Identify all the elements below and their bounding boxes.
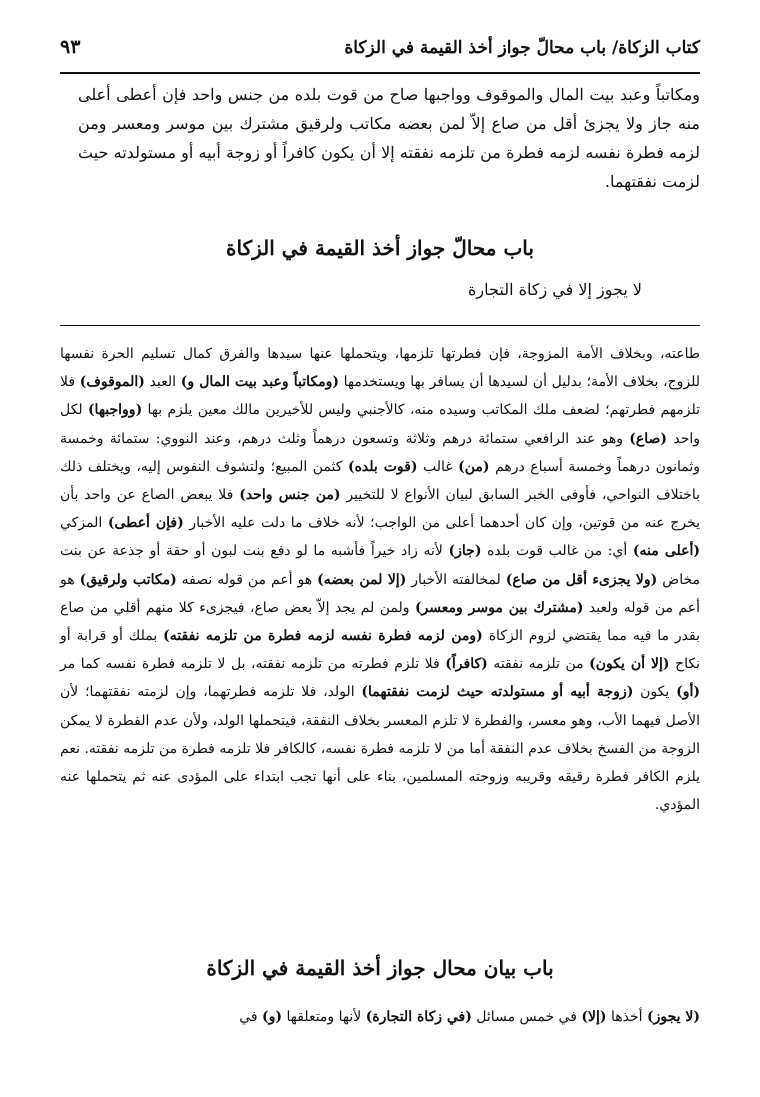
commentary-span: هو أعم من قوله نصفه bbox=[176, 571, 318, 588]
commentary-span: هو أعم من قوله ولعبد bbox=[60, 571, 700, 616]
quoted-text: (أعلى منه) bbox=[632, 543, 700, 560]
commentary-span: الولد، فلا تلزمه فطرتهما، وإن لزمته نفقتهما؛ لأن الأصل فيهما الأب، وهو معسر، والفطرة لا تلزم المعسر بخلاف النفقة، فيتحملها الولد، ولأن عدم الفطرة لا يمكن الزوجة من الفسخ بخلاف عدم النفقة أما من لا تلزمه فطرة نفسه، كالكافر فلا تلزمه فطرة من تلزمه نفقته. نعم يلزم الكافر فطرة رقيقه وقريبه وزوجته المسلمين، بناء على أنها تجب ابتداء على المؤدى عنه ثم يتحملها عنه المؤدي. bbox=[60, 684, 700, 814]
page-number: ٩٣ bbox=[60, 36, 81, 58]
quoted-text: (زوجة أبيه أو مستولدته حيث لزمت نفقتهما) bbox=[361, 684, 634, 701]
quoted-text: (في زكاة التجارة) bbox=[365, 1009, 472, 1025]
commentary-span: لمخالفته الأخبار bbox=[406, 571, 506, 588]
commentary-span: لأنها ومتعلقها bbox=[282, 1009, 366, 1025]
commentary-span: في خمس مسائل bbox=[471, 1009, 582, 1025]
quoted-text: (من) bbox=[458, 458, 490, 475]
page-header bbox=[60, 30, 700, 70]
commentary-span: فلا يبعض الصاع عن واحد بأن يخرج عنه من قوتين، وإن كان أحدهما أعلى من الواجب؛ لأنه خلاف ما دلت عليه الأخبار bbox=[60, 487, 700, 532]
commentary-span: في bbox=[239, 1009, 263, 1025]
section-heading-2: باب بيان محال جواز أخذ القيمة في الزكاة bbox=[206, 956, 554, 980]
header-rule bbox=[60, 72, 700, 74]
commentary-span: لأنه زاد خيراً فأشبه ما لو دفع بنت لبون أو حقة أو جذعة عن بنت مخاض bbox=[60, 543, 700, 588]
quoted-text: (مشترك بين موسر ومعسر) bbox=[414, 599, 584, 616]
quoted-text: (قوت بلده) bbox=[347, 458, 418, 475]
commentary-span: غالب bbox=[417, 458, 459, 475]
section2-text bbox=[60, 1003, 700, 1031]
quoted-text: (أو) bbox=[676, 684, 700, 701]
commentary-divider bbox=[60, 325, 700, 326]
commentary-span: ولمن لم يجد إلاّ بعض صاع، فيجزىء كلا منهم أقلي من صاع بقدر ما فيه مما يقتضي لزوم الزكاة bbox=[60, 599, 700, 645]
quoted-text: (إلا لمن بعضه) bbox=[317, 571, 407, 588]
commentary-span: فلا تلزمهم فطرتهم؛ لضعف ملك المكاتب وسيده منه، كالأجنبي وليس للأخيرين مالك معين يلزم بها bbox=[60, 374, 700, 419]
main-text bbox=[78, 80, 700, 196]
commentary-span: طاعته، وبخلاف الأمة المزوجة، فإن فطرتها تلزمها، ويتحملها عنها سيدها والفرق كمال تسليم الحرة نفسها للزوج، بخلاف الأمة؛ بدليل أن لسيدها أن يسافر بها ويستخدمها bbox=[60, 346, 701, 391]
commentary-span: لكل واحد bbox=[60, 402, 700, 447]
commentary-span: فلا تلزم فطرته من تلزمه نفقته، بل لا تلزمه فطرة نفسه كما مر bbox=[60, 656, 446, 673]
quoted-text: (جاز) bbox=[448, 543, 482, 560]
commentary-text bbox=[60, 340, 700, 819]
quoted-text: (فإن أعطى) bbox=[107, 515, 184, 532]
commentary-span: المزكي bbox=[60, 515, 108, 532]
commentary-paragraph bbox=[60, 340, 700, 819]
quoted-text: (و) bbox=[262, 1009, 283, 1025]
quoted-text: (الموقوف) bbox=[79, 374, 145, 391]
quoted-text: (ومن لزمه فطرة نفسه لزمه فطرة من تلزمه نفقته) bbox=[163, 628, 483, 645]
commentary-span: بملك أو قرابة أو نكاح bbox=[60, 628, 701, 673]
commentary-span: يكون bbox=[633, 684, 677, 701]
commentary-span: كثمن المبيع؛ ولتشوف النفوس إليه، ويختلف ذلك باختلاف النواحي، فأوفى الخبر السابق لبيان الأنواع لا للتخيير bbox=[60, 458, 700, 504]
commentary-span: العبد bbox=[144, 374, 181, 391]
quoted-text: (لا يجوز) bbox=[646, 1009, 700, 1025]
commentary-span: وهو عند الرافعي ستمائة درهم وثلاثة وتسعون درهماً وثلث درهم، وعند النووي: ستمائة وخمسة وثمانون درهماً وخمسة أسباع درهم bbox=[60, 430, 701, 475]
quoted-text: (ومكاتباً وعبد بيت المال و) bbox=[180, 374, 339, 391]
main-paragraph: ومكاتباً وعبد بيت المال والموقوف وواجبها صاح من قوت بلده من جنس واحد فإن أعطى أعلى منه جاز ولا يجزئ أقل من صاع إلاّ لمن بعضه مكاتب ولرقيق مشترك بين موسر ومعسر ومن لزمه فطرة نفسه لزمه فطرة من تلزمه نفقته إلا أن يكون كافراً أو زوجة أبيه أو مستولدته حيث لزمت نفقتهما. bbox=[78, 85, 700, 191]
section-heading-1: باب محالّ جواز أخذ القيمة في الزكاة bbox=[226, 236, 534, 260]
commentary-span: من تلزمه نفقته bbox=[487, 656, 590, 673]
quoted-text: (وواجبها) bbox=[87, 402, 143, 419]
quoted-text: (كافراً) bbox=[445, 656, 488, 673]
quoted-text: (من جنس واحد) bbox=[239, 487, 341, 504]
quoted-text: (مكاتب ولرقيق) bbox=[79, 571, 177, 588]
commentary-span: أي: من غالب قوت بلده bbox=[481, 543, 633, 560]
quoted-text: (ولا يجزىء أقل من صاع) bbox=[505, 571, 658, 588]
commentary-span: أخذها bbox=[606, 1009, 647, 1025]
quoted-text: (صاع) bbox=[629, 430, 668, 447]
running-title: كتاب الزكاة/ باب محالّ جواز أخذ القيمة في الزكاة bbox=[344, 38, 700, 58]
quoted-text: (إلا) bbox=[581, 1009, 607, 1025]
quoted-text: (إلا أن يكون) bbox=[589, 656, 670, 673]
section1-text: لا يجوز إلا في زكاة التجارة bbox=[468, 280, 642, 299]
